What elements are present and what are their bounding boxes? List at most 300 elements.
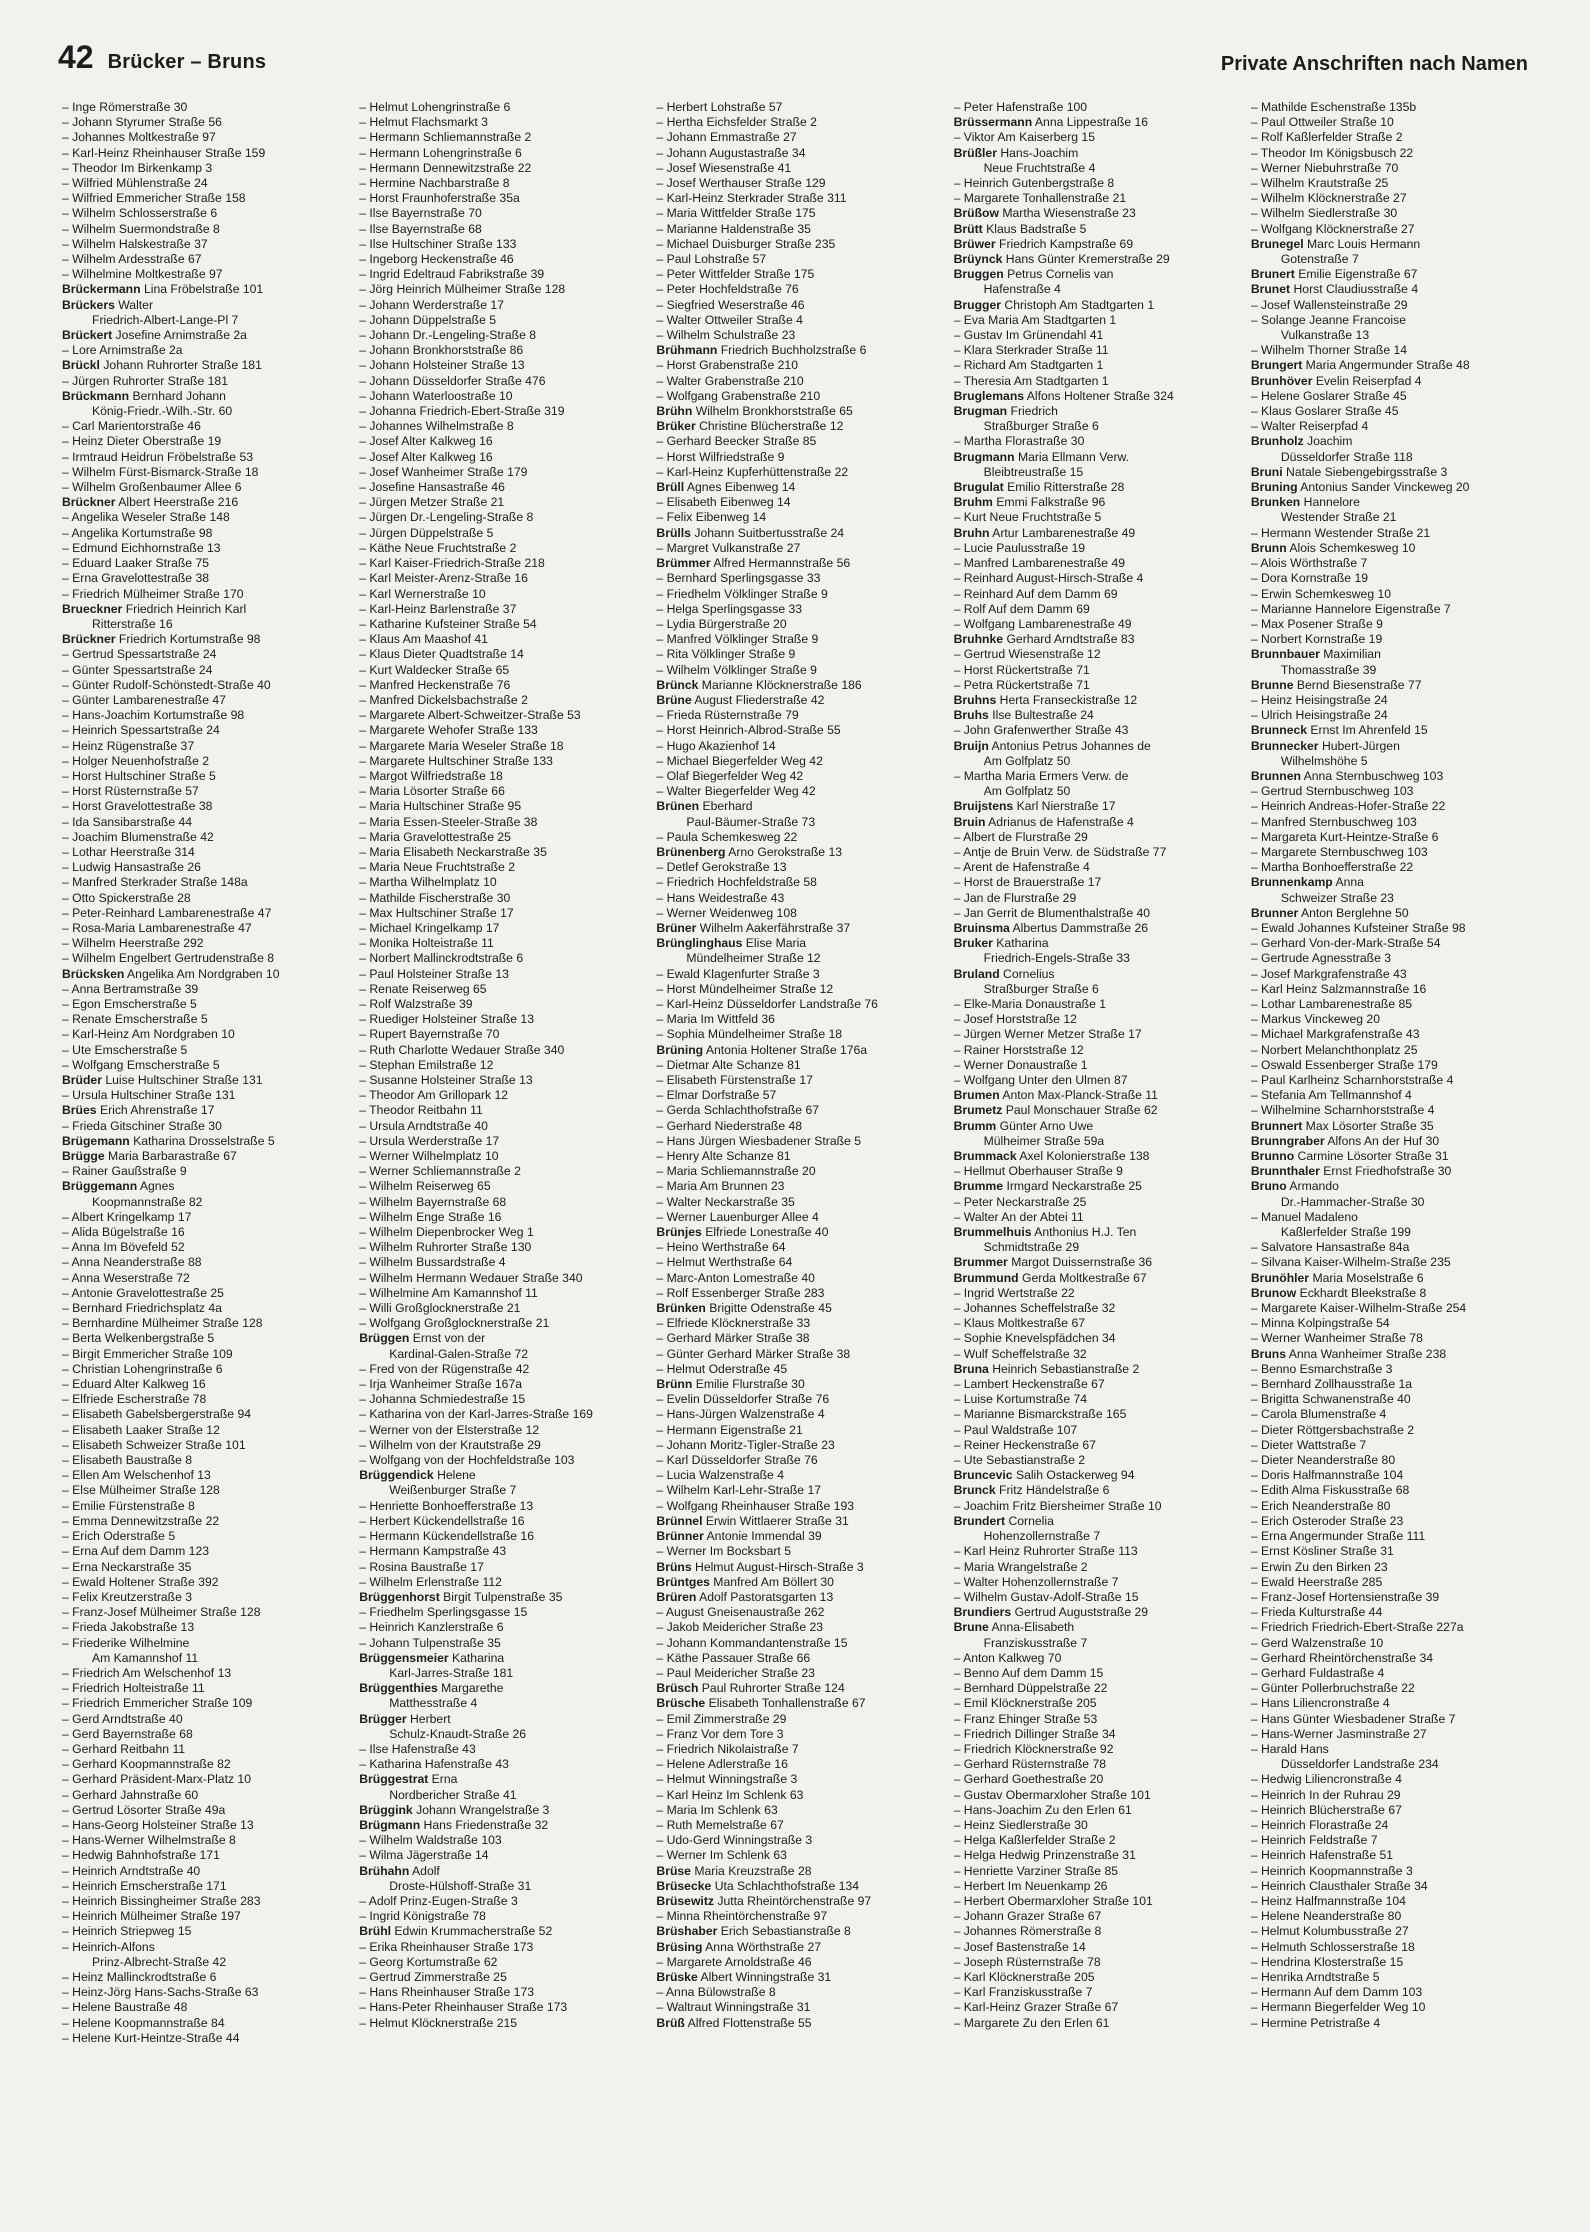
directory-entry: [656, 1362, 937, 1377]
entry-dash: –: [953, 875, 961, 890]
directory-entry: [359, 678, 640, 693]
entry-text: Theresia Am Stadtgarten 1: [963, 373, 1109, 388]
directory-entry: [656, 1727, 937, 1742]
directory-entry: [359, 1803, 640, 1818]
entry-text: Hermann Schliemannstraße 2: [369, 130, 532, 145]
entry-text: Hans-Joachim: [1000, 145, 1079, 160]
entry-dash: –: [953, 905, 961, 920]
entry-dash: –: [359, 191, 366, 206]
directory-entry: [1251, 161, 1532, 176]
directory-entry: [954, 678, 1235, 693]
entry-text: Helene Kurt-Heintze-Straße 44: [72, 2030, 240, 2045]
entry-surname: Bruhm: [953, 495, 993, 510]
entry-dash: –: [1250, 1833, 1258, 1848]
entry-dash: –: [656, 1544, 664, 1559]
entry-continuation: Hafenstraße 4: [983, 282, 1061, 297]
directory-entry: [62, 1940, 343, 1955]
entry-text: Agnes Eibenweg 14: [686, 480, 796, 495]
entry-dash: –: [62, 2015, 69, 2030]
directory-entry: [954, 1636, 1235, 1651]
entry-dash: –: [656, 768, 664, 783]
directory-entry: [62, 1331, 343, 1346]
entry-dash: –: [656, 495, 664, 510]
directory-entry: [1251, 1134, 1532, 1149]
entry-text: Hans Weidestraße 43: [666, 890, 785, 905]
directory-entry: [62, 617, 343, 632]
entry-dash: –: [656, 1407, 664, 1422]
entry-dash: –: [359, 1012, 366, 1027]
directory-column-4: [954, 100, 1235, 2210]
entry-text: Käthe Passauer Straße 66: [666, 1650, 811, 1665]
directory-entry: [1251, 328, 1532, 343]
directory-entry: [1251, 313, 1532, 328]
directory-entry: [1251, 1362, 1532, 1377]
entry-text: Anna: [1335, 875, 1364, 890]
entry-text: Michael Duisburger Straße 235: [666, 236, 836, 251]
entry-text: Erna Neckarstraße 35: [72, 1559, 192, 1574]
directory-entry: [1251, 1636, 1532, 1651]
entry-surname: Brüker: [656, 419, 696, 434]
directory-entry: [62, 1879, 343, 1894]
directory-entry: [656, 267, 937, 282]
directory-entry: [656, 1119, 937, 1134]
entry-text: Johannes Scheffelstraße 32: [963, 1301, 1116, 1316]
directory-entry: [954, 480, 1235, 495]
directory-entry: [62, 1103, 343, 1118]
directory-entry: [656, 678, 937, 693]
entry-surname: Brunno: [1250, 1149, 1295, 1164]
entry-text: Wilhelmine Scharnhorststraße 4: [1260, 1103, 1435, 1118]
directory-entry: [954, 1210, 1235, 1225]
entry-text: Maria Kreuzstraße 28: [694, 1863, 812, 1878]
entry-dash: –: [656, 708, 664, 723]
directory-entry: [656, 1529, 937, 1544]
entry-continuation: Am Kamannshof 11: [92, 1650, 199, 1665]
directory-entry: [1251, 1879, 1532, 1894]
entry-surname: Brüggenhorst: [359, 1589, 440, 1604]
entry-text: Anna Bülowstraße 8: [665, 1985, 776, 2000]
directory-entry: [1251, 1164, 1532, 1179]
entry-text: Rolf Auf dem Damm 69: [963, 601, 1090, 616]
entry-dash: –: [359, 768, 366, 783]
entry-dash: –: [656, 2000, 664, 2015]
directory-entry: [1251, 921, 1532, 936]
directory-entry: [1251, 1468, 1532, 1483]
directory-entry: [62, 1970, 343, 1985]
directory-entry: [359, 830, 640, 845]
entry-text: Emil Klöcknerstraße 205: [963, 1696, 1097, 1711]
entry-text: Egon Emscherstraße 5: [72, 996, 197, 1011]
entry-text: Rosina Baustraße 17: [369, 1559, 484, 1574]
entry-text: Ewald Johannes Kufsteiner Straße 98: [1260, 920, 1466, 935]
entry-dash: –: [359, 1498, 366, 1513]
directory-entry: [954, 693, 1235, 708]
entry-dash: –: [656, 1240, 664, 1255]
entry-dash: –: [656, 1741, 664, 1756]
entry-dash: –: [656, 464, 664, 479]
entry-surname: Brüsche: [656, 1696, 706, 1711]
entry-dash: –: [953, 1741, 961, 1756]
entry-text: Bernhard Sperlingsgasse 33: [666, 571, 821, 586]
entry-text: Rita Völklinger Straße 9: [666, 647, 796, 662]
entry-dash: –: [656, 1316, 664, 1331]
directory-entry: [656, 1833, 937, 1848]
directory-entry: [62, 1864, 343, 1879]
entry-text: Walter Grabenstraße 210: [666, 373, 804, 388]
directory-entry: [62, 130, 343, 145]
directory-entry: [1251, 1271, 1532, 1286]
directory-entry: [656, 647, 937, 662]
entry-surname: Brückermann: [62, 282, 141, 297]
entry-text: Felix Kreutzerstraße 3: [72, 1589, 193, 1604]
directory-entry: [359, 1894, 640, 1909]
entry-text: Ute Sebastianstraße 2: [963, 1453, 1086, 1468]
directory-entry: [1251, 1864, 1532, 1879]
entry-dash: –: [62, 176, 69, 191]
entry-text: Ulrich Heisingstraße 24: [1260, 708, 1388, 723]
directory-entry: [359, 587, 640, 602]
entry-dash: –: [656, 1346, 664, 1361]
entry-text: Rainer Gaußstraße 9: [72, 1164, 187, 1179]
entry-dash: –: [953, 1301, 961, 1316]
entry-surname: Bruhn: [953, 525, 990, 540]
entry-dash: –: [359, 936, 366, 951]
entry-dash: –: [953, 1027, 961, 1042]
entry-dash: –: [1250, 115, 1258, 130]
entry-text: Helmut Flachsmarkt 3: [369, 115, 488, 130]
entry-text: Klaus Dieter Quadtstraße 14: [369, 647, 524, 662]
entry-text: Armando: [1289, 1179, 1339, 1194]
directory-entry: [954, 982, 1235, 997]
entry-text: Johannes Moltkestraße 97: [72, 130, 216, 145]
directory-entry: [62, 206, 343, 221]
entry-text: Johanna Friedrich-Ebert-Straße 319: [369, 404, 565, 419]
entry-text: Ursula Werderstraße 17: [369, 1133, 500, 1148]
entry-surname: Brünner: [656, 1529, 704, 1544]
entry-surname: Brumme: [953, 1179, 1004, 1194]
entry-dash: –: [359, 510, 366, 525]
entry-text: Johannes Wilhelmstraße 8: [369, 419, 514, 434]
entry-text: Elisabeth Fürstenstraße 17: [666, 1073, 813, 1087]
directory-entry: [954, 130, 1235, 145]
directory-entry: [359, 1970, 640, 1985]
entry-surname: Bruncevic: [953, 1468, 1013, 1483]
entry-text: Heinrich Mülheimer Straße 197: [72, 1909, 241, 1924]
entry-text: Helga Kaßlerfelder Straße 2: [963, 1833, 1116, 1848]
directory-entry: [656, 1058, 937, 1073]
directory-entry: [359, 1575, 640, 1590]
directory-entry: [1251, 1179, 1532, 1194]
entry-text: Michael Markgrafenstraße 43: [1260, 1027, 1420, 1042]
entry-text: Maria Im Schlenk 63: [666, 1802, 778, 1817]
entry-dash: –: [62, 1042, 69, 1057]
entry-dash: –: [953, 1863, 961, 1878]
entry-dash: –: [359, 540, 366, 555]
entry-dash: –: [62, 115, 69, 130]
entry-dash: –: [62, 1833, 69, 1848]
directory-entry: [1251, 1605, 1532, 1620]
entry-text: Maria Hultschiner Straße 95: [369, 799, 522, 814]
entry-dash: –: [1250, 1361, 1258, 1376]
entry-dash: –: [656, 1194, 664, 1209]
directory-entry: [1251, 298, 1532, 313]
directory-entry: [656, 358, 937, 373]
entry-text: Jan de Flurstraße 29: [963, 890, 1077, 905]
directory-entry: [1251, 1088, 1532, 1103]
entry-dash: –: [1250, 1240, 1258, 1255]
entry-dash: –: [656, 1650, 664, 1665]
entry-dash: –: [1250, 312, 1258, 327]
entry-dash: –: [1250, 814, 1258, 829]
entry-text: Friedrich: [1010, 404, 1058, 419]
entry-surname: Brüske: [656, 1969, 698, 1984]
entry-dash: –: [953, 343, 961, 358]
entry-text: Anton Max-Planck-Straße 11: [1002, 1088, 1158, 1103]
entry-continuation: Weißenburger Straße 7: [389, 1483, 517, 1498]
directory-entry: [62, 1757, 343, 1772]
entry-dash: –: [953, 556, 961, 571]
directory-entry: [656, 1301, 937, 1316]
entry-dash: –: [656, 1027, 664, 1042]
entry-text: Birgit Emmericher Straße 109: [72, 1346, 233, 1361]
entry-dash: –: [1250, 1620, 1258, 1635]
directory-entry: [1251, 1058, 1532, 1073]
entry-text: Joachim: [1307, 434, 1353, 449]
entry-dash: –: [359, 556, 366, 571]
entry-text: Wilhelm Krautstraße 25: [1260, 176, 1389, 191]
entry-dash: –: [359, 1149, 366, 1164]
entry-dash: –: [62, 1422, 69, 1437]
entry-dash: –: [656, 981, 664, 996]
entry-surname: Brünglinghaus: [656, 936, 743, 951]
entry-dash: –: [1250, 1377, 1258, 1392]
entry-dash: –: [1250, 1407, 1258, 1422]
entry-dash: –: [1250, 799, 1258, 814]
entry-surname: Brunnecker: [1250, 738, 1319, 753]
entry-text: Benno Auf dem Damm 15: [963, 1665, 1104, 1680]
entry-dash: –: [656, 1453, 664, 1468]
entry-dash: –: [656, 738, 664, 753]
directory-entry: [954, 2000, 1235, 2015]
entry-text: Gertrud Wiesenstraße 12: [963, 647, 1101, 662]
entry-dash: –: [1250, 1726, 1258, 1741]
directory-entry: [359, 1103, 640, 1118]
entry-dash: –: [62, 1529, 69, 1544]
entry-surname: Bruin: [953, 814, 986, 829]
directory-entry: [954, 602, 1235, 617]
entry-dash: –: [1250, 130, 1258, 145]
entry-surname: Brummack: [953, 1149, 1017, 1164]
directory-entry: [62, 1909, 343, 1924]
entry-text: Paula Schemkesweg 22: [666, 829, 798, 844]
directory-entry: [656, 328, 937, 343]
entry-text: Karl Heinz Im Schlenk 63: [666, 1787, 804, 1802]
directory-entry: [1251, 982, 1532, 997]
entry-text: Henry Alte Schanze 81: [666, 1149, 791, 1164]
directory-entry: [359, 784, 640, 799]
entry-text: Gerhard Von-der-Mark-Straße 54: [1260, 936, 1441, 951]
directory-column-5: [1251, 100, 1532, 2210]
directory-entry: [1251, 480, 1532, 495]
header-left: [58, 39, 266, 76]
entry-dash: –: [359, 1103, 366, 1118]
directory-entry: [656, 556, 937, 571]
entry-dash: –: [62, 1012, 69, 1027]
directory-entry: [656, 1164, 937, 1179]
entry-surname: Brüggestrat: [359, 1772, 429, 1787]
directory-entry: [656, 997, 937, 1012]
directory-entry: [62, 1407, 343, 1422]
entry-dash: –: [62, 1924, 69, 1939]
entry-text: Wolfgang Großglocknerstraße 21: [369, 1316, 550, 1331]
entry-text: Michael Biegerfelder Weg 42: [666, 753, 823, 768]
entry-surname: Brunow: [1250, 1285, 1297, 1300]
entry-dash: –: [953, 996, 961, 1011]
entry-text: Katharina von der Karl-Jarres-Straße 169: [369, 1407, 593, 1422]
directory-entry: [954, 936, 1235, 951]
directory-entry: [954, 510, 1235, 525]
directory-entry: [954, 343, 1235, 358]
entry-dash: –: [1250, 1969, 1258, 1984]
entry-text: Ernst Im Ahrenfeld 15: [1310, 723, 1428, 738]
entry-text: Gerhard Rheintörchenstraße 34: [1260, 1650, 1434, 1665]
entry-text: Gerd Walzenstraße 10: [1260, 1635, 1384, 1650]
entry-dash: –: [1250, 1878, 1258, 1893]
entry-dash: –: [359, 1164, 366, 1179]
entry-dash: –: [359, 358, 366, 373]
entry-dash: –: [656, 1361, 664, 1376]
directory-entry: [656, 1195, 937, 1210]
entry-dash: –: [359, 236, 366, 251]
directory-entry: [1251, 997, 1532, 1012]
entry-text: Georg Kortumstraße 62: [369, 1954, 498, 1969]
directory-entry: [1251, 1119, 1532, 1134]
entry-text: Emilie Eigenstraße 67: [1298, 267, 1418, 282]
entry-surname: Brünen: [656, 799, 700, 814]
directory-entry: [62, 967, 343, 982]
entry-dash: –: [62, 343, 69, 358]
entry-dash: –: [656, 1118, 664, 1133]
entry-text: Ilse Hafenstraße 43: [369, 1741, 476, 1756]
entry-dash: –: [953, 1073, 961, 1087]
entry-text: Ernst Friedhofstraße 30: [1323, 1164, 1452, 1179]
page-range-title: Brücker – Bruns: [107, 51, 267, 73]
entry-continuation: König-Friedr.-Wilh.-Str. 60: [92, 404, 233, 419]
entry-continuation: Kardinal-Galen-Straße 72: [389, 1346, 529, 1361]
entry-dash: –: [953, 1848, 961, 1863]
entry-dash: –: [953, 1377, 961, 1392]
directory-entry: [954, 784, 1235, 799]
entry-surname: Brümmer: [656, 556, 711, 571]
entry-text: Anna Im Bövefeld 52: [71, 1240, 185, 1255]
entry-dash: –: [953, 100, 961, 114]
entry-dash: –: [359, 951, 366, 966]
entry-text: Hedwig Liliencronstraße 4: [1260, 1772, 1402, 1787]
directory-entry: [954, 1894, 1235, 1909]
entry-text: Heinz Rügenstraße 37: [72, 738, 195, 753]
entry-surname: Brunneck: [1250, 723, 1308, 738]
directory-entry: [954, 1666, 1235, 1681]
directory-entry: [1251, 663, 1532, 678]
entry-text: Johann Holsteiner Straße 13: [369, 358, 525, 373]
entry-text: Josefine Arnimstraße 2a: [115, 328, 247, 343]
directory-entry: [1251, 647, 1532, 662]
entry-text: Wilhelm Fürst-Bismarck-Straße 18: [72, 464, 259, 479]
directory-entry: [62, 1453, 343, 1468]
entry-text: Emil Zimmerstraße 29: [666, 1711, 787, 1726]
directory-entry: [954, 328, 1235, 343]
directory-entry: [62, 1499, 343, 1514]
directory-entry: [656, 936, 937, 951]
entry-dash: –: [1250, 1103, 1258, 1118]
entry-dash: –: [359, 1179, 366, 1194]
directory-entry: [62, 328, 343, 343]
entry-dash: –: [953, 586, 961, 601]
entry-dash: –: [359, 1118, 366, 1133]
directory-entry: [62, 313, 343, 328]
entry-dash: –: [1250, 1605, 1258, 1620]
entry-text: Ilse Bayernstraße 68: [369, 221, 482, 236]
entry-dash: –: [656, 1179, 664, 1194]
directory-entry: [656, 663, 937, 678]
directory-entry: [656, 434, 937, 449]
entry-text: Anna-Elisabeth: [991, 1620, 1075, 1635]
entry-text: Hermann Kampstraße 43: [369, 1544, 507, 1559]
directory-entry: [359, 815, 640, 830]
directory-entry: [1251, 1666, 1532, 1681]
entry-text: Johann Waterloostraße 10: [369, 388, 513, 403]
entry-text: Oswald Essenberger Straße 179: [1260, 1057, 1438, 1072]
entry-text: Anna Wörthstraße 27: [705, 1939, 822, 1954]
directory-entry: [954, 434, 1235, 449]
directory-entry: [359, 1757, 640, 1772]
directory-entry: [656, 1407, 937, 1422]
entry-surname: Brüßow: [953, 206, 999, 221]
entry-text: Werner Im Schlenk 63: [666, 1848, 787, 1863]
entry-text: Wilhelm von der Krautstraße 29: [369, 1437, 541, 1452]
entry-surname: Brüne: [656, 692, 692, 707]
directory-entry: [954, 1316, 1235, 1331]
directory-entry: [656, 1605, 937, 1620]
entry-dash: –: [359, 1301, 366, 1316]
entry-text: Erich Oderstraße 5: [72, 1529, 176, 1544]
entry-dash: –: [62, 1848, 69, 1863]
entry-dash: –: [359, 708, 366, 723]
entry-text: Marc Louis Hermann: [1307, 236, 1421, 251]
entry-text: Antje de Bruin Verw. de Südstraße 77: [963, 844, 1167, 859]
directory-entry: [359, 936, 640, 951]
directory-entry: [359, 1286, 640, 1301]
entry-text: Wilhelm Schlosserstraße 6: [72, 206, 218, 221]
directory-entry: [359, 1423, 640, 1438]
directory-entry: [1251, 1255, 1532, 1270]
directory-entry: [359, 1514, 640, 1529]
directory-entry: [954, 1195, 1235, 1210]
directory-entry: [1251, 1195, 1532, 1210]
directory-entry: [656, 1149, 937, 1164]
entry-dash: –: [953, 1498, 961, 1513]
directory-entry: [954, 875, 1235, 890]
entry-text: Horst Rüsternstraße 57: [72, 784, 199, 799]
entry-dash: –: [1250, 981, 1258, 996]
directory-entry: [62, 100, 343, 115]
entry-text: Heinz Heisingstraße 24: [1260, 692, 1388, 707]
entry-dash: –: [656, 1909, 664, 1924]
directory-entry: [1251, 115, 1532, 130]
entry-dash: –: [62, 1787, 69, 1802]
entry-dash: –: [656, 1149, 664, 1164]
entry-dash: –: [656, 890, 664, 905]
